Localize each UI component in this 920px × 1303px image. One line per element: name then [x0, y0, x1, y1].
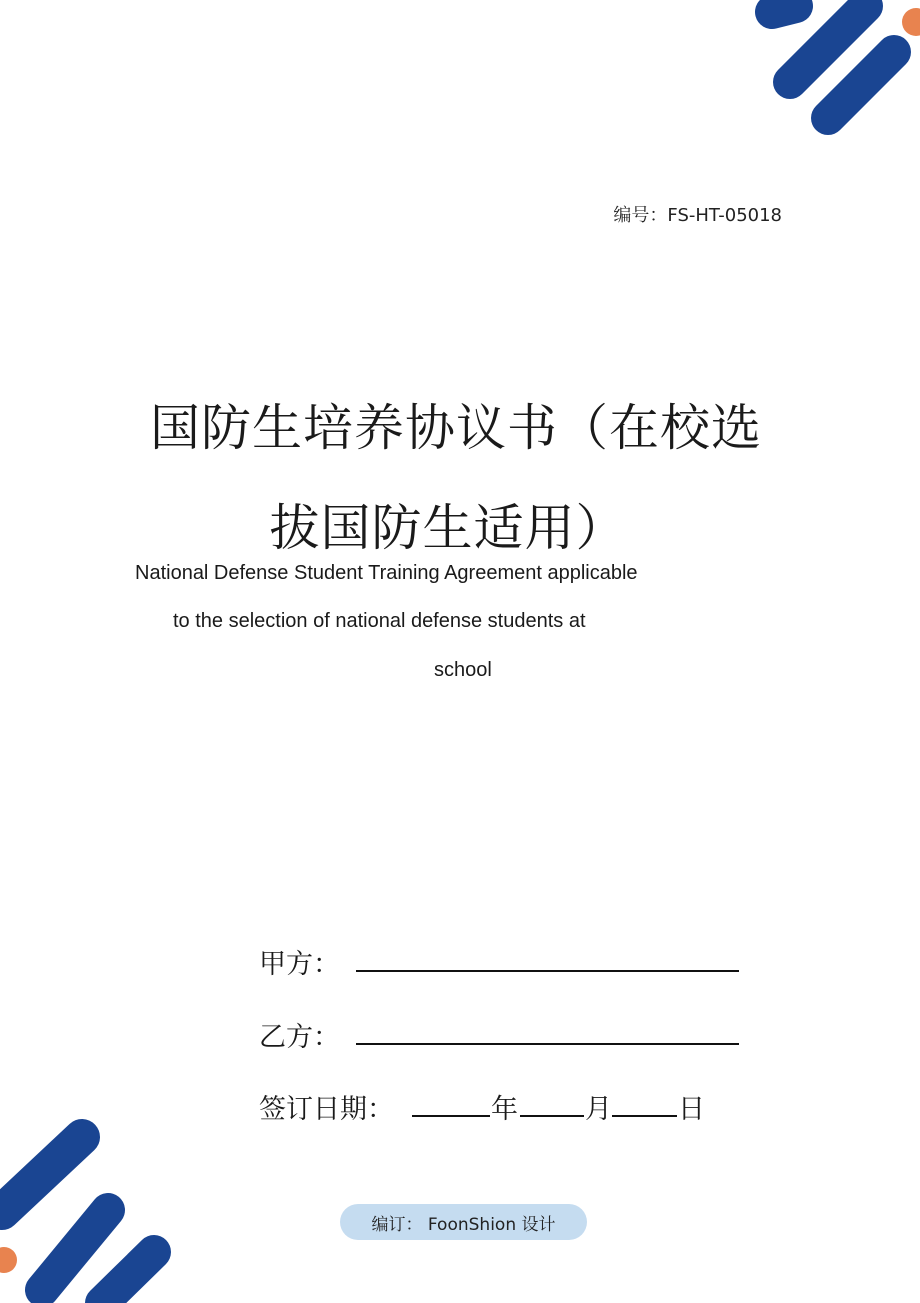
party-a-blank: [356, 970, 739, 972]
top-right-stripe-lower: [828, 52, 894, 118]
party-b-label: 乙方：: [259, 1022, 340, 1053]
day-blank: [612, 1115, 677, 1117]
document-number-value: FS-HT-05018: [667, 205, 782, 226]
month-blank: [520, 1115, 584, 1117]
footer-credit-text: 编订： FoonShion 设计: [371, 1214, 556, 1235]
bottom-left-stripes: [0, 1137, 154, 1303]
title-english-line-3: school: [434, 659, 492, 681]
title-chinese-line-1: 国防生培养协议书（在校选: [150, 399, 762, 457]
bottom-left-stripe-lower: [102, 1252, 154, 1303]
bottom-left-stripe-middle: [42, 1210, 108, 1290]
sign-date-label: 签订日期：: [259, 1094, 394, 1125]
bottom-left-orange-dot: [0, 1247, 17, 1273]
top-right-stripes: [772, 6, 920, 118]
year-blank: [412, 1115, 490, 1117]
footer-credit: [340, 1204, 587, 1240]
party-b-blank: [356, 1043, 739, 1045]
day-label: 日: [678, 1094, 705, 1125]
year-label: 年: [491, 1094, 518, 1125]
month-label: 月: [585, 1094, 612, 1125]
party-a-label: 甲方：: [259, 949, 340, 980]
top-right-stripe-short: [772, 6, 796, 12]
title-english-line-2: to the selection of national defense students at: [173, 610, 586, 632]
bottom-left-stripe-upper: [2, 1137, 82, 1212]
document-number-label: 编号：: [613, 205, 668, 226]
top-right-orange-dot: [902, 8, 920, 36]
document-number: [613, 201, 782, 227]
title-english-line-1: National Defense Student Training Agreement applicable: [135, 562, 638, 584]
title-chinese-line-2: 拔国防生适用）: [269, 499, 627, 557]
